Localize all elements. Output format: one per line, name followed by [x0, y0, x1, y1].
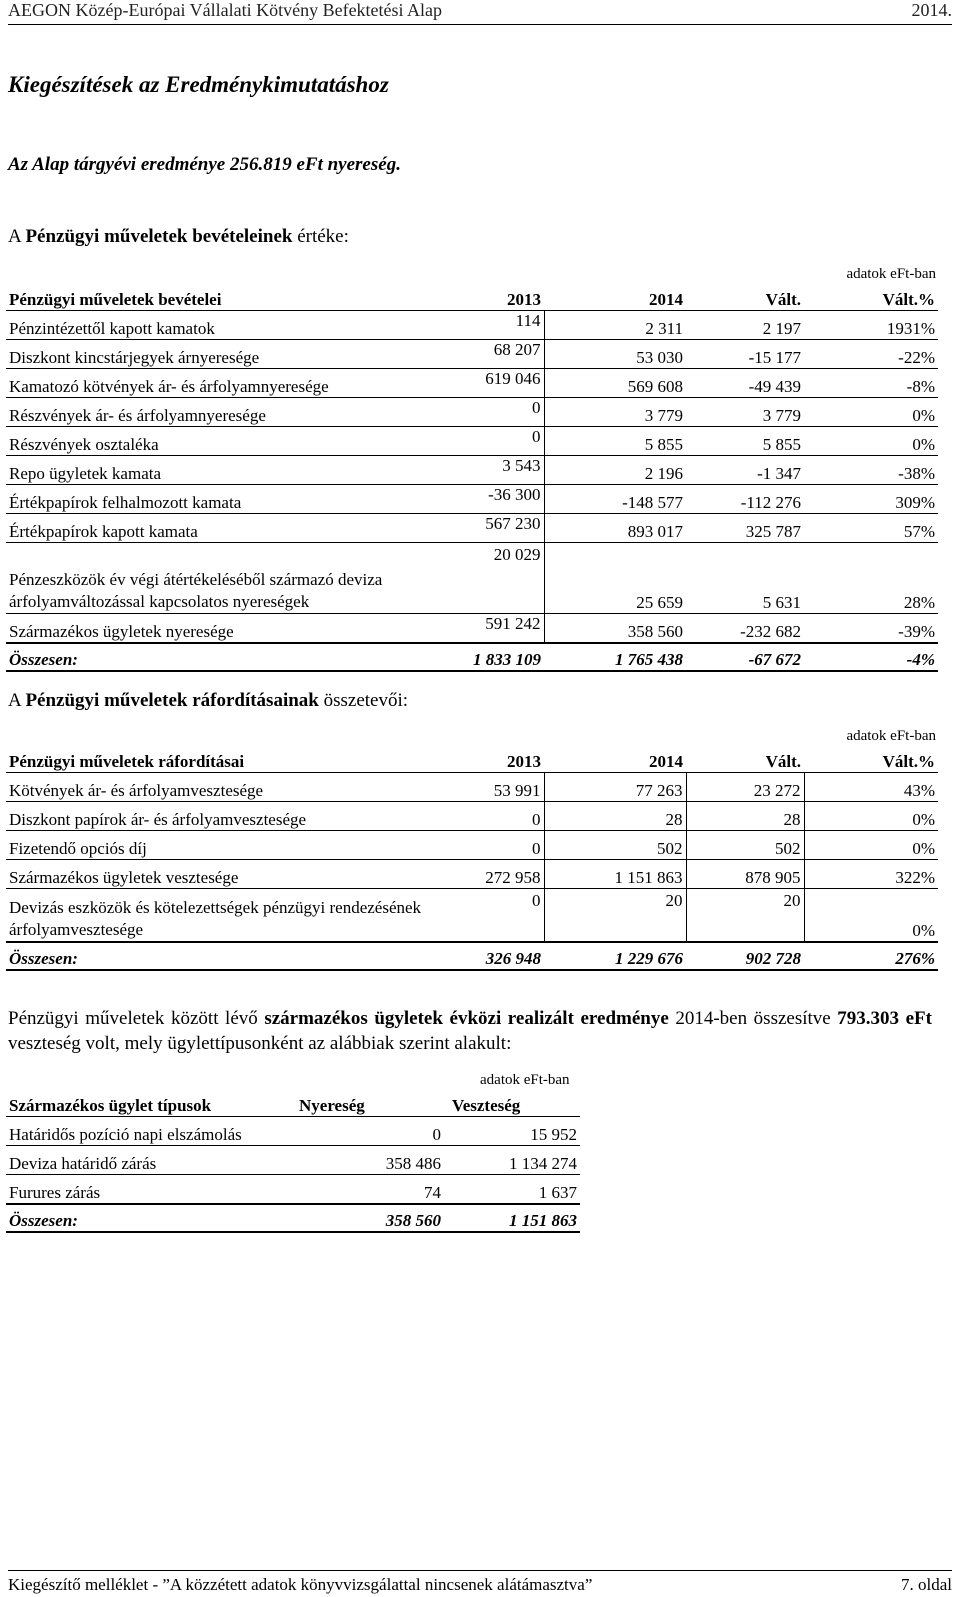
- table-header: Pénzügyi műveletek bevételei 2013 2014 Vált. Vált.%: [6, 286, 938, 311]
- table-row: Értékpapírok felhalmozott kamata -36 300 -148 577 -112 276 309%: [6, 485, 938, 514]
- section2-intro: A Pénzügyi műveletek ráfordításainak összetevői:: [8, 690, 409, 711]
- table-row: Fizetendő opciós díj 0 502 502 0%: [6, 831, 938, 860]
- table-row: Határidős pozíció napi elszámolás 0 15 952: [6, 1117, 580, 1146]
- page-footer: [8, 1570, 952, 1597]
- section2-unit: adatok eFt-ban: [846, 728, 936, 744]
- header-year: 2014.: [911, 0, 952, 20]
- table-row: Származékos ügyletek vesztesége 272 958 1 151 863 878 905 322%: [6, 860, 938, 889]
- table-row: Kamatozó kötvények ár- és árfolyamnyeresége 619 046 569 608 -49 439 -8%: [6, 369, 938, 398]
- table-row: Devizás eszközök és kötelezettségek pénzügyi rendezésének árfolyamvesztesége 0 20 20 0%: [6, 889, 938, 943]
- table-row: Pénzintézettől kapott kamatok 114 2 311 2 197 1931%: [6, 311, 938, 340]
- table-row: Részvények osztaléka 0 5 855 5 855 0%: [6, 427, 938, 456]
- derivatives-paragraph: Pénzügyi műveletek között lévő származékos ügyletek évközi realizált eredménye 2014-ben összesítve 793.303 eFt veszteség volt, mely ügylettípusonként az alábbiak szerint alakult:: [8, 1008, 932, 1054]
- page-header: [8, 0, 952, 25]
- table-row: Diszkont papírok ár- és árfolyamvesztesége 0 28 28 0%: [6, 802, 938, 831]
- table-header: Pénzügyi műveletek ráfordításai 2013 2014 Vált. Vált.%: [6, 748, 938, 773]
- table-row: Származékos ügyletek nyeresége 591 242 358 560 -232 682 -39%: [6, 614, 938, 644]
- expense-table: [6, 748, 938, 971]
- page-number: 7. oldal: [901, 1575, 952, 1594]
- derivatives-table: [6, 1092, 580, 1233]
- table-row: Részvények ár- és árfolyamnyeresége 0 3 779 3 779 0%: [6, 398, 938, 427]
- table-row: Értékpapírok kapott kamata 567 230 893 017 325 787 57%: [6, 514, 938, 543]
- total-row: Összesen: 1 833 109 1 765 438 -67 672 -4%: [6, 643, 938, 671]
- section1-unit: adatok eFt-ban: [846, 266, 936, 282]
- revenue-table: [6, 286, 938, 672]
- table-header: Származékos ügylet típusok Nyereség Veszteség: [6, 1092, 580, 1117]
- table-row: Repo ügyletek kamata 3 543 2 196 -1 347 -38%: [6, 456, 938, 485]
- footer-note: Kiegészítő melléklet - ”A közzétett adatok könyvvizsgálattal nincsenek alátámasztva”: [8, 1575, 593, 1594]
- table-row: Pénzeszközök év végi átértékeléséből származó deviza árfolyamváltozással kapcsolatos nyereségek 20 029 25 659 5 631 28%: [6, 543, 938, 614]
- section3-unit: adatok eFt-ban: [480, 1072, 570, 1088]
- total-row: Összesen: 358 560 1 151 863: [6, 1204, 580, 1232]
- header-fund-name: AEGON Közép-Európai Vállalati Kötvény Befektetési Alap: [8, 0, 443, 20]
- table-row: Deviza határidő zárás 358 486 1 134 274: [6, 1146, 580, 1175]
- total-row: Összesen: 326 948 1 229 676 902 728 276%: [6, 942, 938, 970]
- table-row: Kötvények ár- és árfolyamvesztesége 53 991 77 263 23 272 43%: [6, 773, 938, 802]
- table-row: Diszkont kincstárjegyek árnyeresége 68 207 53 030 -15 177 -22%: [6, 340, 938, 369]
- result-summary: Az Alap tárgyévi eredménye 256.819 eFt nyereség.: [8, 154, 401, 175]
- page-title: Kiegészítések az Eredménykimutatáshoz: [8, 72, 389, 97]
- section1-intro: A Pénzügyi műveletek bevételeinek értéke:: [8, 226, 349, 247]
- table-row: Furures zárás 74 1 637: [9, 1183, 577, 1202]
